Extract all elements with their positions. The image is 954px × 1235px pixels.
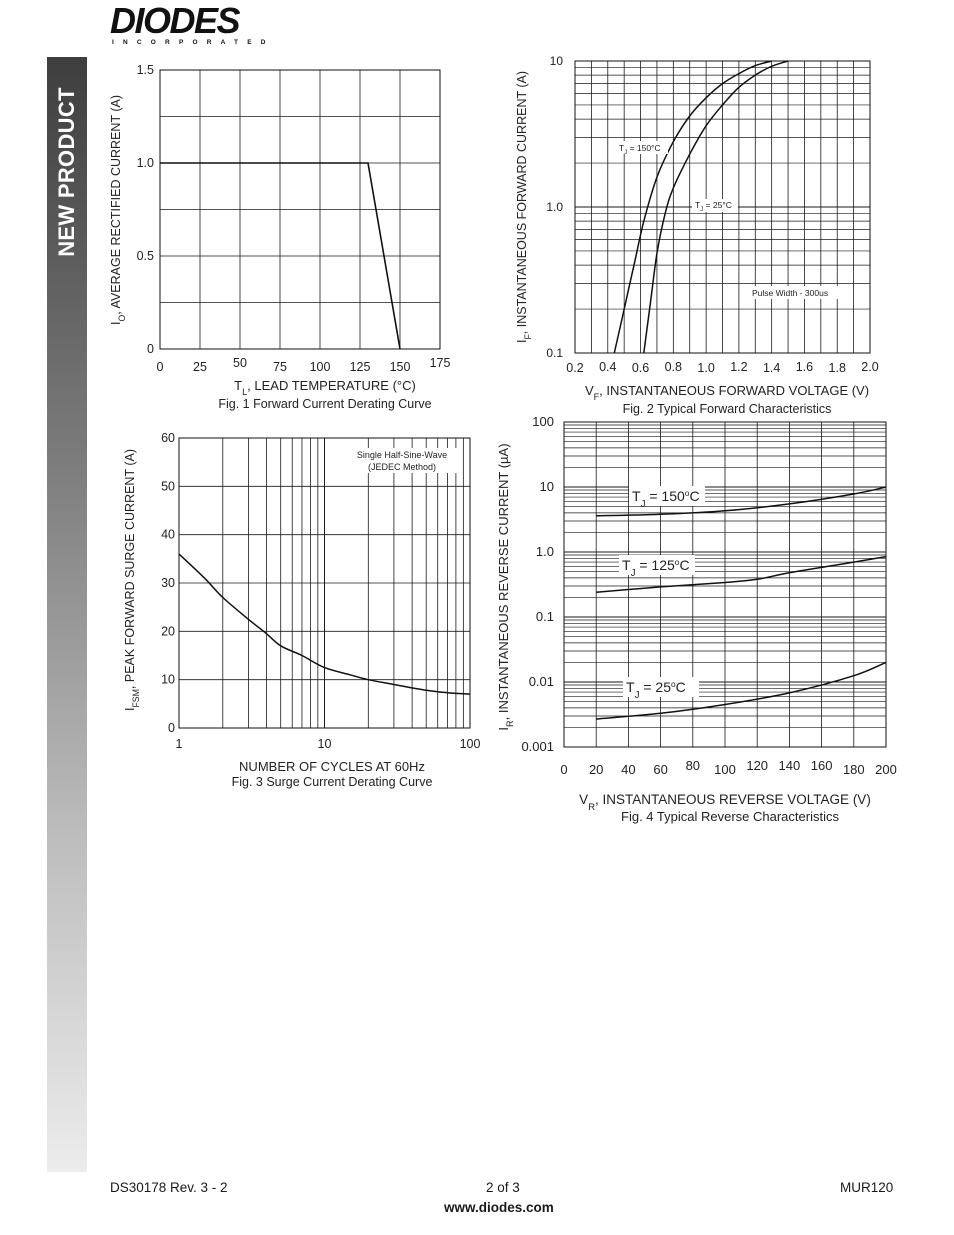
fig2-xtick-label: 1.8	[828, 361, 846, 375]
fig4-xtick-label: 0	[560, 762, 568, 777]
fig1-xtick-label: 0	[156, 360, 164, 374]
fig4-xtick-label: 200	[875, 762, 897, 777]
fig2-xtick-label: 2.0	[861, 360, 879, 374]
fig2-ytick-label: 10	[549, 54, 563, 68]
fig2-ytick-label: 0.1	[546, 346, 563, 360]
fig1-xtick-label: 150	[389, 360, 411, 374]
fig2-y-axis-label: $I_F$, INSTANTANEOUS FORWARD CURRENT (A)	[515, 70, 533, 344]
fig2-xtick-label: 0.6	[631, 361, 650, 375]
fig3-xtick-label: 10	[317, 737, 332, 751]
fig1-ytick-label: 0.5	[136, 249, 154, 263]
fig2-title: Fig. 2 Typical Forward Characteristics	[622, 402, 832, 416]
fig3-ytick-label: 40	[161, 527, 175, 542]
fig1-ytick-label: 1.0	[136, 156, 154, 170]
fig4-xtick-label: 120	[746, 758, 769, 773]
fig4-ytick-label: 0.01	[528, 674, 554, 689]
fig1-y-axis-label: $I_O$, AVERAGE RECTIFIED CURRENT (A)	[109, 95, 127, 325]
fig4-xtick-label: 80	[685, 758, 701, 773]
fig3-ytick-label: 20	[161, 624, 175, 639]
fig4-xtick-label: 60	[653, 762, 668, 777]
side-banner-label: NEW PRODUCT	[54, 87, 79, 257]
fig2-annotation-pulse: Pulse Width - 300us	[752, 288, 829, 298]
fig1-xtick-label: 100	[309, 360, 331, 374]
fig4-x-axis-label: $V_R$, INSTANTANEOUS REVERSE VOLTAGE (V)	[579, 792, 871, 813]
fig2-series-label-150: $T_J = 150^\circ C$	[619, 143, 661, 156]
fig3-xtick-label: 100	[459, 737, 481, 751]
fig4-ytick-label: 100	[532, 414, 554, 429]
fig3-ytick-label: 0	[168, 721, 175, 735]
fig1-xtick-label: 125	[349, 360, 371, 374]
footer-part-number: MUR120	[840, 1180, 894, 1195]
fig3-ytick-label: 60	[161, 431, 175, 445]
fig1-xtick-label: 50	[233, 356, 247, 370]
fig4-xtick-label: 180	[842, 762, 865, 777]
fig3-y-axis-label: $I_{FSM}$, PEAK FORWARD SURGE CURRENT (A)	[123, 448, 141, 712]
fig2-xtick-label: 0.8	[664, 360, 683, 374]
fig4-ytick-label: 0.1	[535, 609, 554, 624]
footer-page-number: 2 of 3	[486, 1180, 520, 1195]
fig3-x-axis-label: NUMBER OF CYCLES AT 60Hz	[239, 759, 425, 774]
fig4-xtick-label: 20	[588, 762, 604, 777]
fig4-xtick-label: 100	[714, 762, 736, 777]
fig4-ytick-label: 0.001	[521, 739, 554, 754]
logo-sub-text: INCORPORATED	[112, 39, 275, 46]
fig4-series-label-0: $T_J = 150^oC$	[632, 488, 700, 510]
fig4-y-axis-label: $I_R$, INSTANTANEOUS REVERSE CURRENT (µA)	[496, 443, 515, 731]
fig2-xtick-label: 0.2	[566, 361, 584, 375]
fig4-xtick-label: 140	[778, 758, 801, 773]
fig1-title: Fig. 1 Forward Current Derating Curve	[218, 397, 432, 411]
fig3-annotation-line2: (JEDEC Method)	[367, 462, 437, 472]
fig2-xtick-label: 0.4	[599, 360, 617, 374]
fig2-xtick-label: 1.4	[762, 361, 781, 375]
fig3-annotation-line1: Single Half-Sine-Wave	[356, 450, 448, 460]
footer-doc-number: DS30178 Rev. 3 - 2	[110, 1180, 228, 1195]
footer-website-link[interactable]: www.diodes.com	[444, 1200, 554, 1215]
fig3-ytick-label: 10	[161, 672, 175, 687]
fig2-xtick-label: 1.2	[730, 360, 748, 374]
fig4-series-label-2: $T_J = 25^oC$	[626, 679, 686, 701]
fig4-title: Fig. 4 Typical Reverse Characteristics	[621, 809, 839, 824]
fig3-title: Fig. 3 Surge Current Derating Curve	[231, 775, 433, 789]
fig3-ytick-label: 50	[161, 479, 175, 494]
fig1-ytick-label: 0	[147, 342, 154, 356]
fig1-xtick-label: 175	[429, 356, 451, 370]
fig1-x-axis-label: $T_L$, LEAD TEMPERATURE (°C)	[234, 378, 416, 397]
fig2-series-label-25: $T_J = 25^\circ C$	[695, 200, 732, 213]
fig4-xtick-label: 40	[621, 762, 636, 777]
fig3-ytick-label: 30	[161, 576, 175, 590]
fig4-xtick-label: 160	[810, 758, 833, 773]
fig3-xtick-label: 1	[175, 737, 183, 751]
fig2-xtick-label: 1.6	[795, 360, 814, 374]
fig2-ytick-label: 1.0	[546, 200, 563, 214]
fig1-ytick-label: 1.5	[136, 63, 154, 77]
fig4-series-label-1: $T_J = 125^oC$	[622, 557, 690, 579]
fig2-x-axis-label: $V_F$, INSTANTANEOUS FORWARD VOLTAGE (V)	[584, 383, 870, 402]
fig4-ytick-label: 10	[539, 479, 554, 494]
logo-main-text: DIODES	[110, 2, 240, 41]
fig2-xtick-label: 1.0	[697, 361, 715, 375]
fig1-xtick-label: 25	[193, 360, 207, 374]
fig1-xtick-label: 75	[273, 360, 287, 374]
fig4-ytick-label: 1.0	[535, 544, 554, 559]
